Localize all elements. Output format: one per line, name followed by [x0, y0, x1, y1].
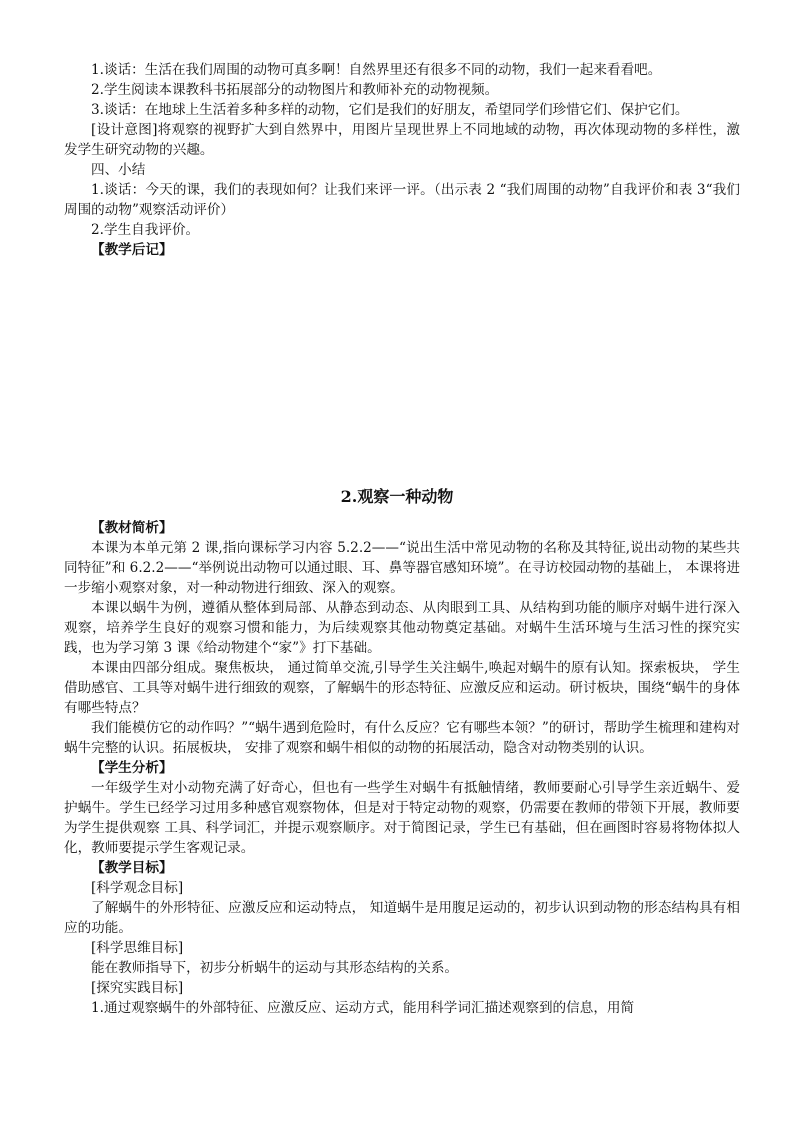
top-section [64, 60, 740, 260]
paragraph: 2.学生阅读本课教科书拓展部分的动物图片和教师补充的动物视频。 [91, 82, 499, 98]
lesson-title: 2.观察一种动物 [340, 487, 454, 506]
section-heading: 【学生分析】 [91, 760, 173, 776]
subheading: [探究实践目标] [91, 980, 184, 996]
paragraph: 本课由四部分组成。聚焦板块， 通过简单交流,引导学生关注蜗牛,唤起对蜗牛的原有认知。探索板块， 学生借助感官、工具等对蜗牛进行细致的观察，了解蜗牛的形态特征、应激反应和运动。研讨板块，围绕“蜗牛的身体有哪些特点？ [64, 660, 740, 716]
section-heading: 【教学目标】 [91, 860, 173, 876]
section-heading: 【教材简析】 [91, 520, 173, 536]
paragraph: 2.学生自我评价。 [91, 222, 200, 238]
paragraph: 了解蜗牛的外形特征、应激反应和运动特点， 知道蜗牛是用腹足运动的，初步认识到动物的形态结构具有相应的功能。 [64, 900, 740, 936]
paragraph: 能在教师指导下，初步分析蜗牛的运动与其形态结构的关系。 [91, 960, 459, 976]
paragraph: 1.谈话：今天的课，我们的表现如何？让我们来评一评。（出示表 2 “我们周围的动物”自我评价和表 3“我们周围的动物”观察活动评价） [64, 182, 740, 218]
subheading: [科学观念目标] [91, 880, 184, 896]
section-heading: 四、小结 [91, 162, 146, 178]
paragraph: 一年级学生对小动物充满了好奇心，但也有一些学生对蜗牛有抵触情绪，教师要耐心引导学生亲近蜗牛、爱护蜗牛。学生已经学习过用多种感官观察物体，但是对于特定动物的观察，仍需要在教师的带领下开展，教师要为学生提供观察 工具、科学词汇，并提示观察顺序。对于简图记录，学生已有基础，但在画图时容易将物体拟人化，教师要提示学生客观记录。 [64, 780, 740, 856]
paragraph: 本课以蜗牛为例，遵循从整体到局部、从静态到动态、从肉眼到工具、从结构到功能的顺序对蜗牛进行深入观察，培养学生良好的观察习惯和能力，为后续观察其他动物奠定基础。对蜗牛生活环境与生活习性的探究实践，也为学习第 3 课《给动物建个“家”》打下基础。 [64, 600, 740, 656]
paragraph: 1.通过观察蜗牛的外部特征、应激反应、运动方式，能用科学词汇描述观察到的信息，用简 [91, 1000, 635, 1016]
paragraph: 本课为本单元第 2 课,指向课标学习内容 5.2.2——“说出生活中常见动物的名称及其特征,说出动物的某些共同特征”和 6.2.2——“举例说出动物可以通过眼、耳、鼻等器官感知环境”。在寻访校园动物的基础上， 本课将进一步缩小观察对象，对一种动物进行细致、深入的观察。 [64, 540, 740, 596]
paragraph: [设计意图]将观察的视野扩大到自然界中，用图片呈现世界上不同地域的动物，再次体现动物的多样性，激发学生研究动物的兴趣。 [64, 122, 740, 158]
section-heading: 【教学后记】 [91, 242, 173, 258]
paragraph: 3.谈话：在地球上生活着多种多样的动物，它们是我们的好朋友，希望同学们珍惜它们、保护它们。 [91, 102, 689, 118]
paragraph: 我们能模仿它的动作吗？”“蜗牛遇到危险时，有什么反应？它有哪些本领？”的研讨，帮助学生梳理和建构对蜗牛完整的认识。拓展板块， 安排了观察和蜗牛相似的动物的拓展活动，隐含对动物类别的认识。 [64, 720, 740, 756]
bottom-section [64, 518, 740, 1018]
subheading: [科学思维目标] [91, 940, 184, 956]
paragraph: 1.谈话：生活在我们周围的动物可真多啊！自然界里还有很多不同的动物，我们一起来看看吧。 [91, 62, 662, 78]
